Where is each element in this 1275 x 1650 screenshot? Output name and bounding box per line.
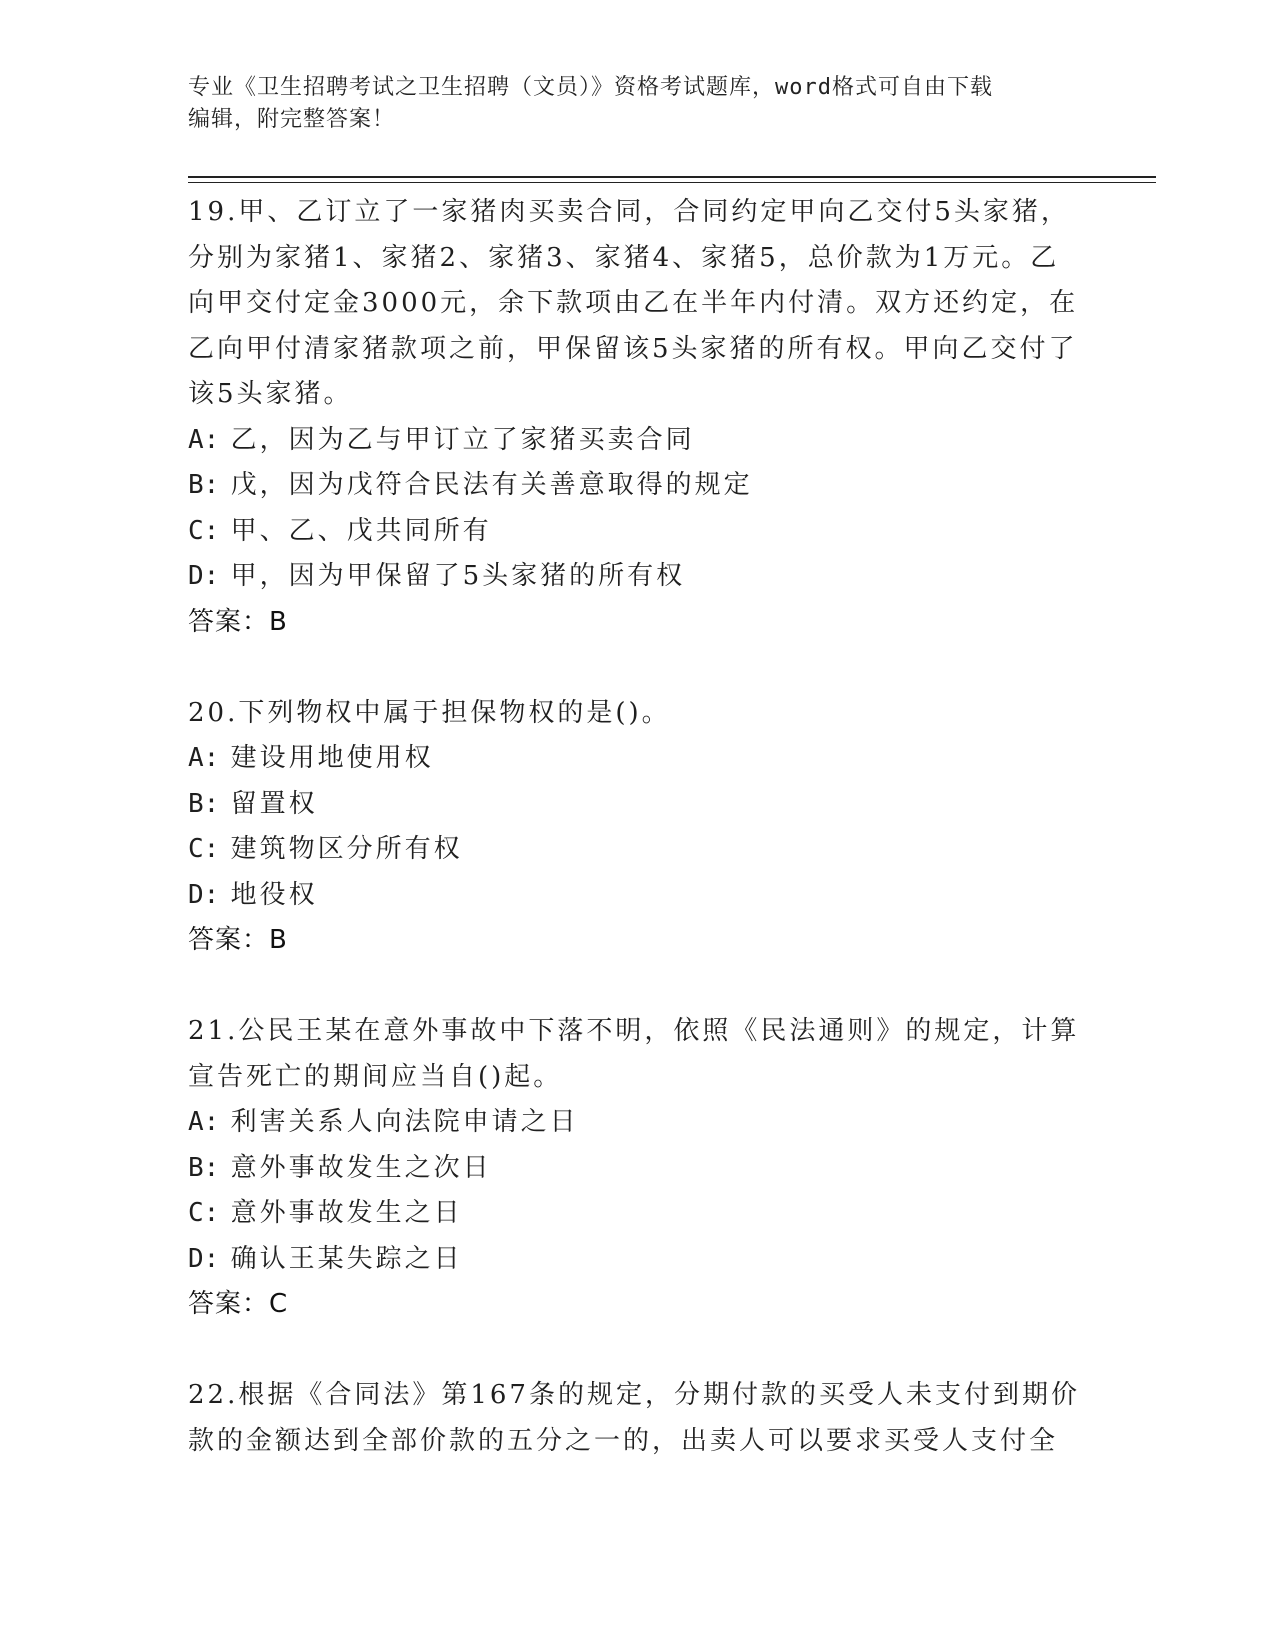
option-letter: C: (188, 834, 220, 864)
option-text: 意外事故发生之日 (230, 1198, 463, 1228)
option-c (188, 827, 1088, 873)
question-22 (188, 1373, 1088, 1464)
option-letter: C: (188, 515, 220, 546)
question-stem: 22.根据《合同法》第167条的规定，分期付款的买受人未支付到期价款的金额达到全部价款的五分之一的，出卖人可以要求买受人支付全 (188, 1380, 1080, 1456)
answer-label: 答案：B (188, 925, 288, 955)
option-text: 甲，因为甲保留了5头家猪的所有权 (230, 561, 686, 591)
header-line-2: 编辑，附完整答案！ (188, 107, 396, 132)
option-a (188, 1100, 1088, 1146)
option-text: 留置权 (230, 788, 318, 819)
option-letter: B: (188, 788, 220, 819)
option-letter: D: (188, 1243, 220, 1274)
option-letter: A: (188, 424, 220, 455)
option-letter: B: (188, 1152, 220, 1183)
option-c (188, 509, 1088, 555)
option-text: 乙，因为乙与甲订立了家猪买卖合同 (230, 424, 695, 455)
question-stem: 19.甲、乙订立了一家猪肉买卖合同，合同约定甲向乙交付5头家猪，分别为家猪1、家猪2、家猪3、家猪4、家猪5，总价款为1万元。乙向甲交付定金3000元，余下款项由乙在半年内付清。双方还约定，在乙向甲付清家猪款项之前，甲保留该5头家猪的所有权。甲向乙交付了该5头家猪。 (188, 197, 1079, 409)
option-letter: C: (188, 1198, 220, 1228)
option-letter: A: (188, 1107, 220, 1137)
option-text: 确认王某失踪之日 (230, 1243, 463, 1274)
option-text: 建设用地使用权 (230, 743, 434, 773)
option-text: 戊，因为戊符合民法有关善意取得的规定 (230, 470, 753, 500)
question-stem: 20.下列物权中属于担保物权的是()。 (188, 697, 671, 728)
option-b (188, 463, 1088, 509)
option-letter: B: (188, 470, 220, 500)
answer-label: 答案：C (188, 1289, 289, 1319)
option-text: 建筑物区分所有权 (230, 834, 463, 864)
option-d (188, 554, 1088, 600)
question-21 (188, 1009, 1088, 1327)
header-line-1: 专业《卫生招聘考试之卫生招聘（文员）》资格考试题库，word格式可自由下载 (188, 75, 993, 100)
option-text: 利害关系人向法院申请之日 (230, 1107, 579, 1137)
option-d (188, 873, 1088, 919)
option-letter: D: (188, 879, 220, 910)
question-list (188, 190, 1088, 1510)
option-a (188, 418, 1088, 464)
header-rule-thin (188, 182, 1156, 183)
option-letter: A: (188, 743, 220, 773)
option-c (188, 1191, 1088, 1237)
option-d (188, 1237, 1088, 1283)
question-19 (188, 190, 1088, 645)
question-20 (188, 691, 1088, 964)
header-rule-thick (188, 176, 1156, 178)
option-text: 意外事故发生之次日 (230, 1152, 492, 1183)
option-text: 地役权 (230, 879, 318, 910)
option-text: 甲、乙、戊共同所有 (230, 515, 492, 546)
document-header (188, 72, 1088, 136)
question-stem: 21.公民王某在意外事故中下落不明，依照《民法通则》的规定，计算宣告死亡的期间应当自()起。 (188, 1016, 1080, 1092)
option-letter: D: (188, 561, 220, 591)
answer-label: 答案：B (188, 606, 288, 637)
option-b (188, 1146, 1088, 1192)
option-b (188, 782, 1088, 828)
option-a (188, 736, 1088, 782)
